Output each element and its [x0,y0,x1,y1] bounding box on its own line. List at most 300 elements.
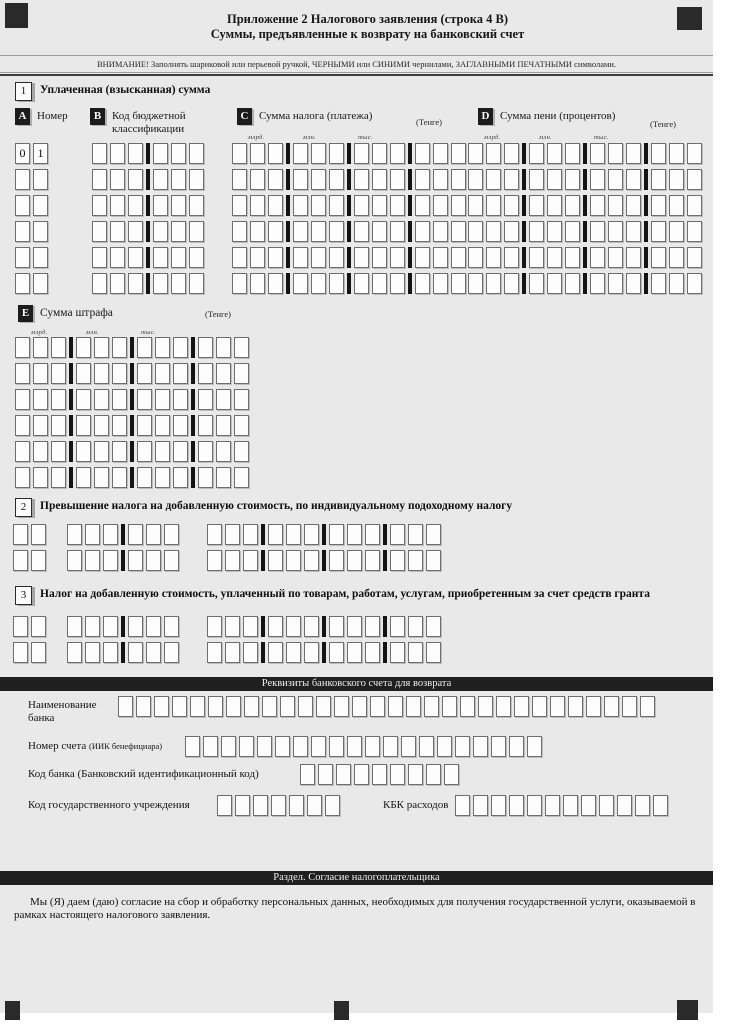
entry-cell [128,169,143,190]
account-number-label-small: (ИИК бенефициара) [88,741,163,751]
entry-cell [232,143,247,164]
entry-cell [565,169,580,190]
group-separator [347,195,351,216]
entry-cell [651,143,666,164]
entry-cell [565,247,580,268]
entry-cell [311,221,326,242]
entry-row [468,169,705,190]
entry-row [207,642,444,663]
entry-cell [626,143,641,164]
entry-row [15,467,252,488]
entry-cell [293,169,308,190]
entry-cell [514,696,529,717]
entry-cell [76,389,91,410]
entry-cell [15,389,30,410]
section2-header [15,498,700,517]
column-b-label: Код бюджетной классификации [112,110,186,135]
section2-grid-area [0,524,713,579]
entry-cell [304,524,319,545]
entry-cell [687,143,702,164]
entry-cell [370,696,385,717]
entry-cell [426,764,441,785]
account-number-grid [185,736,545,762]
entry-cell [92,195,107,216]
entry-cell [137,415,152,436]
entry-cell [280,696,295,717]
entry-cell [504,273,519,294]
entry-cell [216,441,231,462]
entry-cell [226,696,241,717]
group-separator [286,195,290,216]
column-c-header [237,108,409,125]
entry-row [67,524,182,545]
group-separator [261,642,265,663]
entry-cell [354,143,369,164]
entry-cell [198,389,213,410]
entry-cell [173,363,188,384]
entry-cell [110,273,125,294]
entry-row [468,247,705,268]
entry-cell [268,524,283,545]
entry-cell [207,616,222,637]
entry-cell [155,467,170,488]
entry-cell [31,550,46,571]
group-separator [191,389,195,410]
entry-row [15,221,51,242]
entry-cell [112,337,127,358]
entry-row [232,143,469,164]
group-separator [408,169,412,190]
entry-cell [468,247,483,268]
entry-cell [234,389,249,410]
entry-cell [15,415,30,436]
entry-row [15,337,252,358]
entry-cell [172,696,187,717]
entry-cell [239,736,254,757]
group-separator [130,467,134,488]
entry-row [13,642,49,663]
group-separator [583,273,587,294]
entry-cell [293,273,308,294]
entry-cell [15,221,30,242]
group-separator [130,389,134,410]
group-separator [583,221,587,242]
entry-cell [250,273,265,294]
entry-cell [354,221,369,242]
entry-cell [225,642,240,663]
entry-cell [433,273,448,294]
entry-cell [504,247,519,268]
entry-cell [112,415,127,436]
entry-cell [155,441,170,462]
entry-row [67,642,182,663]
entry-cell [112,363,127,384]
entry-cell [15,247,30,268]
section3-bcc-grid [67,616,182,668]
entry-cell [509,795,524,816]
entry-cell [76,415,91,436]
bank-name-label: Наименование банка [28,699,97,724]
group-separator [130,363,134,384]
section2-bcc-grid [67,524,182,576]
entry-cell [415,143,430,164]
entry-cell [207,524,222,545]
entry-cell [504,143,519,164]
entry-cell [293,195,308,216]
entry-cell [687,221,702,242]
group-separator [522,169,526,190]
group-separator [583,247,587,268]
scale-label-millions: млн. [303,134,317,141]
entry-cell [390,642,405,663]
entry-cell [372,764,387,785]
entry-cell [590,169,605,190]
entry-cell [153,195,168,216]
entry-cell [234,441,249,462]
entry-row [15,195,51,216]
entry-cell [268,221,283,242]
entry-cell [599,795,614,816]
entry-cell [268,169,283,190]
entry-cell [626,195,641,216]
section1-tax-amount-grid [232,134,469,299]
group-separator [583,195,587,216]
entry-cell [76,441,91,462]
warning-divider [0,74,713,76]
column-c-badge: C [237,108,252,125]
amount-scale-labels [468,134,705,142]
entry-cell [415,273,430,294]
entry-cell [268,195,283,216]
entry-cell [198,363,213,384]
entry-cell [13,642,28,663]
entry-cell [286,550,301,571]
entry-cell [354,764,369,785]
bank-code-label: Код банка (Банковский идентификационный код) [28,768,259,780]
entry-cell [608,195,623,216]
entry-cell [185,736,200,757]
entry-cell [608,273,623,294]
entry-cell [234,415,249,436]
group-separator [130,337,134,358]
entry-cell [626,169,641,190]
group-separator [522,273,526,294]
entry-row [92,247,207,268]
entry-cell [608,221,623,242]
group-separator [286,273,290,294]
section2-number-badge: 2 [15,498,32,517]
entry-cell [486,273,501,294]
entry-cell [468,221,483,242]
entry-cell [275,736,290,757]
entry-row [232,247,469,268]
entry-cell [51,415,66,436]
entry-row [15,415,252,436]
entry-cell [216,363,231,384]
entry-row [232,195,469,216]
group-separator [69,337,73,358]
entry-row [232,273,469,294]
entry-cell [33,415,48,436]
entry-cell [451,221,466,242]
entry-cell [234,363,249,384]
entry-cell [94,441,109,462]
account-number-label [28,740,162,753]
form-title-line2: Суммы, предъявленные к возврату на банковский счет [210,27,525,41]
entry-cell [325,795,340,816]
group-separator [121,642,125,663]
group-separator [644,247,648,268]
scale-label-millions: млн. [539,134,553,141]
group-separator [130,415,134,436]
column-d-header [478,108,650,125]
entry-cell [92,247,107,268]
entry-cell [128,221,143,242]
group-separator [121,550,125,571]
entry-cell [486,195,501,216]
entry-cell [590,143,605,164]
entry-row [15,169,51,190]
entry-cell [234,467,249,488]
column-d-badge: D [478,108,493,125]
entry-cell [137,467,152,488]
entry-cell [33,363,48,384]
entry-cell [372,247,387,268]
entry-cell [103,642,118,663]
entry-cell [547,195,562,216]
form-title [0,12,735,42]
entry-cell [250,195,265,216]
group-separator [146,195,150,216]
entry-cell [208,696,223,717]
section3-number-grid [13,616,49,668]
entry-cell [243,550,258,571]
entry-cell [304,616,319,637]
entry-cell [365,524,380,545]
entry-cell [415,247,430,268]
section2-amount-grid [207,524,444,576]
entry-cell [232,195,247,216]
column-e-badge: E [18,305,33,322]
entry-cell [687,169,702,190]
entry-cell [451,169,466,190]
entry-row [13,550,49,571]
entry-cell [347,642,362,663]
entry-cell [300,764,315,785]
entry-cell [547,169,562,190]
entry-cell [653,795,668,816]
entry-cell [372,143,387,164]
entry-cell [31,642,46,663]
entry-cell [491,736,506,757]
entry-cell [581,795,596,816]
entry-cell [31,524,46,545]
entry-cell [189,169,204,190]
entry-cell [455,736,470,757]
entry-cell [486,221,501,242]
entry-cell [262,696,277,717]
entry-cell [329,273,344,294]
entry-row [468,221,705,242]
group-separator [121,616,125,637]
entry-cell [442,696,457,717]
entry-cell [550,696,565,717]
entry-cell [232,169,247,190]
entry-cell [390,550,405,571]
entry-cell [651,169,666,190]
kbk-expenses-label: КБК расходов [383,799,449,811]
group-separator [522,247,526,268]
entry-cell [565,143,580,164]
entry-cell [608,169,623,190]
entry-cell [171,195,186,216]
scale-label-thousands: тыс. [358,134,373,141]
entry-cell [235,795,250,816]
group-separator [583,169,587,190]
entry-cell [216,467,231,488]
entry-cell [243,524,258,545]
entry-cell [51,467,66,488]
entry-cell [451,247,466,268]
column-a-label: Номер [37,110,68,122]
entry-cell [85,550,100,571]
entry-cell [293,221,308,242]
entry-cell [232,273,247,294]
group-separator [347,143,351,164]
entry-cell [329,247,344,268]
entry-cell [189,195,204,216]
registration-mark-bottom-left [5,1001,20,1020]
entry-cell [94,467,109,488]
group-separator [383,642,387,663]
gov-institution-code-label: Код государственного учреждения [28,799,190,811]
entry-cell [604,696,619,717]
group-separator [69,467,73,488]
entry-cell [94,415,109,436]
section1-header [15,82,210,101]
entry-cell [207,642,222,663]
entry-cell [33,389,48,410]
entry-cell [329,616,344,637]
bank-requisites-section-bar: Реквизиты банковского счета для возврата [0,677,713,691]
account-number-label-main: Номер счета [28,740,87,752]
group-separator [261,550,265,571]
group-separator [383,550,387,571]
entry-cell [110,247,125,268]
entry-cell [622,696,637,717]
entry-cell [390,195,405,216]
entry-cell [486,247,501,268]
entry-cell [669,221,684,242]
entry-cell [669,169,684,190]
group-separator [522,143,526,164]
group-separator [121,524,125,545]
section3-amount-grid [207,616,444,668]
entry-cell [565,221,580,242]
entry-cell [329,642,344,663]
entry-cell [137,363,152,384]
entry-cell [153,247,168,268]
entry-cell [33,195,48,216]
entry-cell [128,616,143,637]
section3-grid-area [0,616,713,671]
group-separator [191,337,195,358]
entry-cell [388,696,403,717]
section1-bcc-grid [92,143,207,299]
group-separator [347,221,351,242]
entry-cell [329,524,344,545]
entry-cell [286,524,301,545]
scale-label-billions: млрд. [248,134,265,141]
entry-cell [173,441,188,462]
entry-cell [128,143,143,164]
entry-cell [311,247,326,268]
entry-cell [669,195,684,216]
column-a-header [15,108,83,125]
group-separator [191,363,195,384]
entry-cell [486,143,501,164]
entry-cell [268,247,283,268]
entry-cell [94,389,109,410]
entry-cell [563,795,578,816]
entry-cell [232,247,247,268]
group-separator [583,143,587,164]
entry-row [207,550,444,571]
group-separator [322,550,326,571]
entry-cell [390,764,405,785]
entry-cell [225,616,240,637]
section3-number-badge: 3 [15,586,32,605]
group-separator [644,143,648,164]
entry-cell [390,143,405,164]
entry-cell [504,169,519,190]
entry-cell [608,143,623,164]
entry-cell [468,273,483,294]
entry-cell [216,389,231,410]
entry-row [15,441,252,462]
column-d-label: Сумма пени (процентов) [500,110,616,122]
gov-institution-code-grid [217,795,343,821]
entry-cell [307,795,322,816]
entry-cell [221,736,236,757]
entry-cell [103,616,118,637]
entry-cell [190,696,205,717]
entry-cell [415,195,430,216]
entry-cell [257,736,272,757]
form-title-line1: Приложение 2 Налогового заявления (строка 4 В) [227,12,508,26]
entry-cell [529,221,544,242]
entry-cell [390,524,405,545]
group-separator [286,169,290,190]
entry-cell [311,169,326,190]
entry-cell [372,195,387,216]
entry-row [15,143,51,164]
entry-cell [289,795,304,816]
entry-cell [171,169,186,190]
entry-cell [15,195,30,216]
entry-row [15,389,252,410]
entry-cell: 1 [33,143,48,164]
column-b-header [90,108,204,135]
entry-cell [286,616,301,637]
entry-cell [216,337,231,358]
column-e-currency: (Тенге) [205,309,231,319]
entry-cell [189,143,204,164]
entry-cell [491,795,506,816]
entry-cell [311,736,326,757]
entry-cell [253,795,268,816]
entry-cell [426,524,441,545]
